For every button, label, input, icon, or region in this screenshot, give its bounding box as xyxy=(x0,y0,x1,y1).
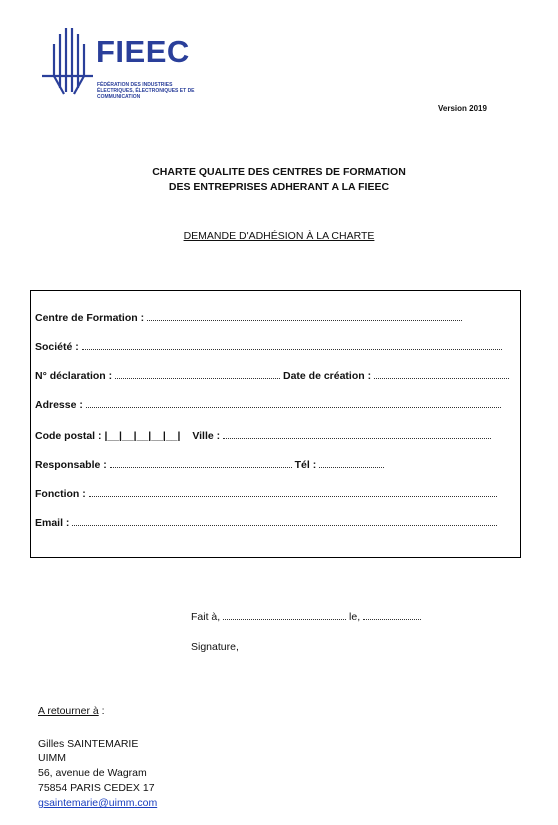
code-postal-label: Code postal : xyxy=(35,430,102,442)
email-label: Email : xyxy=(35,517,70,529)
return-name: Gilles SAINTEMARIE xyxy=(38,738,139,750)
code-postal-row xyxy=(35,428,491,443)
adresse-field[interactable] xyxy=(86,397,501,408)
le-field[interactable] xyxy=(363,609,421,620)
form-subtitle: DEMANDE D'ADHÉSION À LA CHARTE xyxy=(183,230,375,242)
fait-a-field[interactable] xyxy=(223,609,346,620)
adresse-row xyxy=(35,397,501,412)
societe-row xyxy=(35,339,502,354)
fait-a-label: Fait à, xyxy=(191,611,221,623)
declaration-label: N° déclaration : xyxy=(35,370,113,382)
return-heading xyxy=(38,704,105,718)
tel-field[interactable] xyxy=(319,457,384,468)
fieec-logo-icon xyxy=(40,26,95,96)
version-label: Version 2019 xyxy=(438,104,487,113)
fait-a-row xyxy=(191,609,421,624)
centre-field[interactable] xyxy=(147,310,462,321)
email-row xyxy=(35,515,497,530)
title-line-1: CHARTE QUALITE DES CENTRES DE FORMATION xyxy=(152,166,406,178)
date-creation-field[interactable] xyxy=(374,368,509,379)
declaration-row xyxy=(35,368,509,383)
fonction-field[interactable] xyxy=(89,486,497,497)
date-creation-label: Date de création : xyxy=(282,370,372,382)
tel-label: Tél : xyxy=(294,459,317,471)
fonction-label: Fonction : xyxy=(35,488,86,500)
email-field[interactable] xyxy=(72,515,497,526)
return-city: 75854 PARIS CEDEX 17 xyxy=(38,782,155,794)
return-colon: : xyxy=(98,705,105,717)
societe-label: Société : xyxy=(35,341,79,353)
logo-subtitle: FÉDÉRATION DES INDUSTRIES ÉLECTRIQUES, ÉLECTRONIQUES ET DE COMMUNICATION xyxy=(97,82,195,100)
centre-label: Centre de Formation : xyxy=(35,312,145,324)
centre-row xyxy=(35,310,462,325)
adresse-label: Adresse : xyxy=(35,399,83,411)
responsable-label: Responsable : xyxy=(35,459,107,471)
societe-field[interactable] xyxy=(82,339,502,350)
membership-form xyxy=(30,290,521,558)
responsable-field[interactable] xyxy=(110,457,292,468)
fonction-row xyxy=(35,486,497,501)
code-postal-boxes[interactable]: |__|__|__|__|__| xyxy=(104,430,181,442)
ville-label: Ville : xyxy=(192,430,221,442)
logo-text: FIEEC xyxy=(96,34,190,69)
return-street: 56, avenue de Wagram xyxy=(38,767,147,779)
ville-field[interactable] xyxy=(223,428,491,439)
title-line-2: DES ENTREPRISES ADHERANT A LA FIEEC xyxy=(168,181,390,193)
return-org: UIMM xyxy=(38,752,66,764)
signature-label: Signature, xyxy=(191,641,239,653)
return-label: A retourner à xyxy=(38,705,99,717)
le-label: le, xyxy=(349,611,361,623)
declaration-field[interactable] xyxy=(115,368,280,379)
responsable-row xyxy=(35,457,384,472)
return-email-link[interactable]: gsaintemarie@uimm.com xyxy=(38,797,158,809)
